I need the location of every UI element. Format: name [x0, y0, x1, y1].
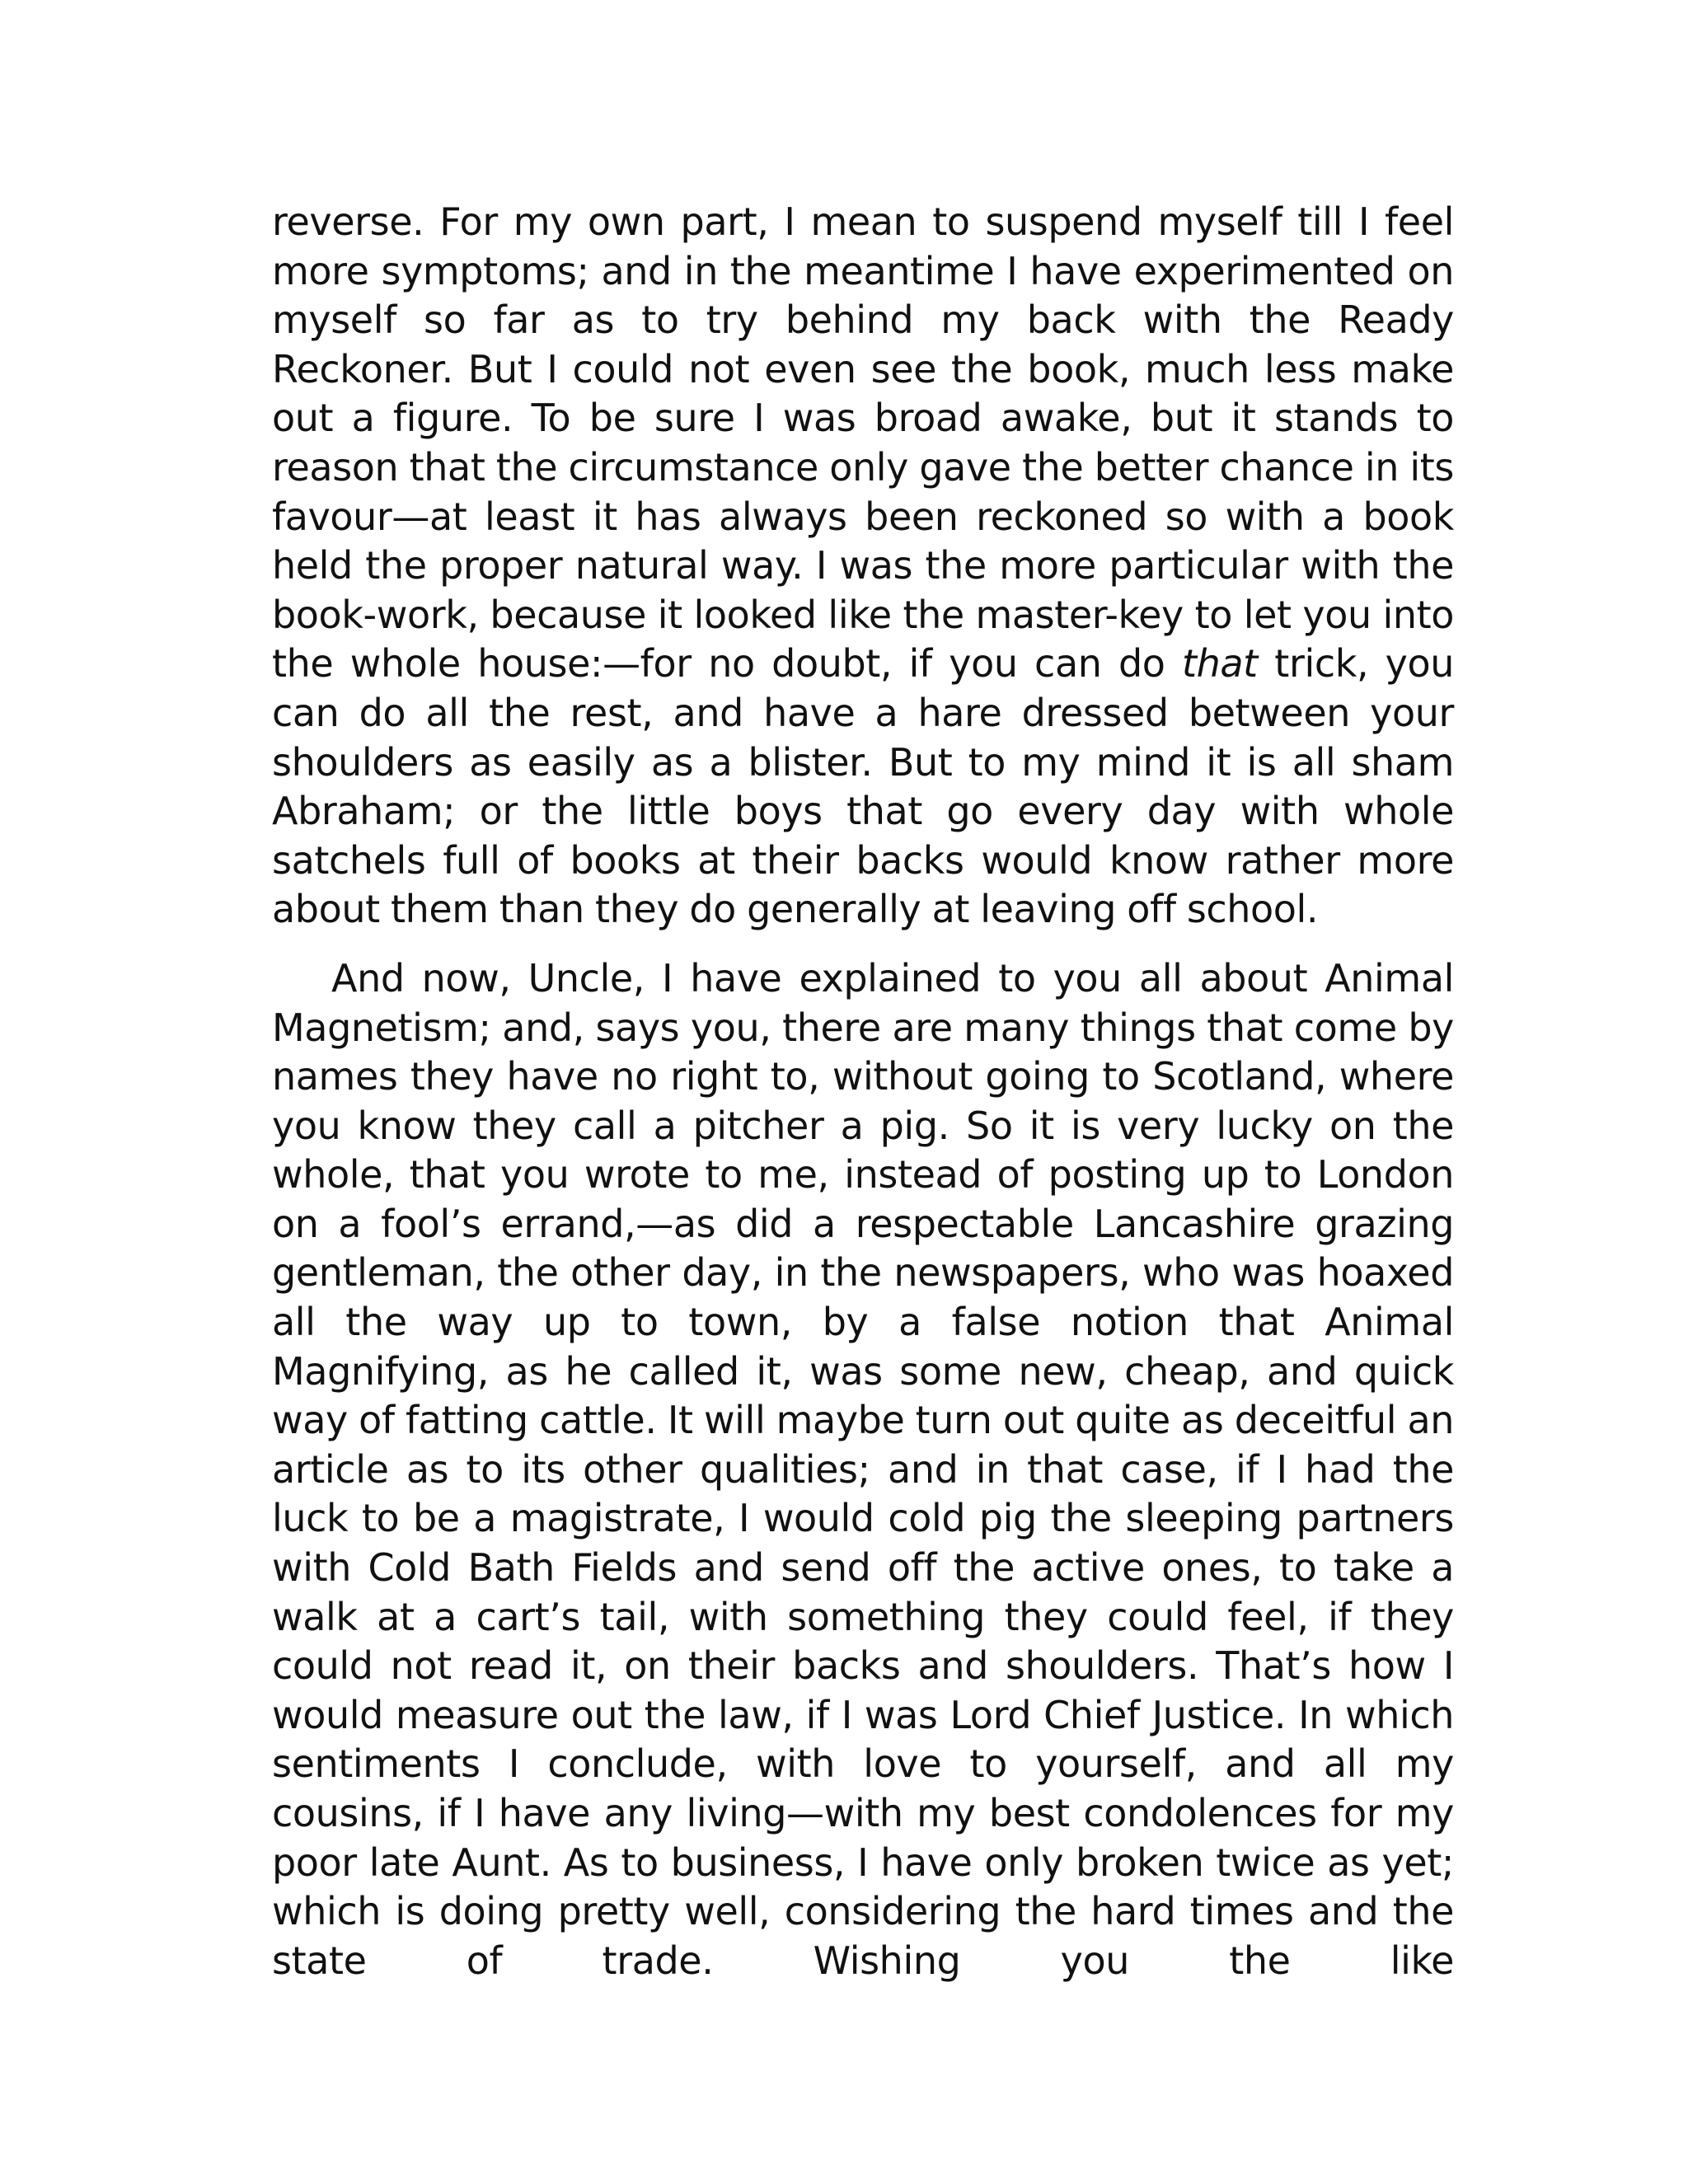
- paragraph-1: [272, 198, 1454, 935]
- paragraph-2: And now, Uncle, I have explained to you all about Animal Magnetism; and, says you, there are many things that come by names they have no right to, without going to Scotland, where you know they call a pitcher a pig. So it is very lucky on the whole, that you wrote to me, instead of posting up to London on a fool’s errand,—as did a respectable Lancashire grazing gentleman, the other day, in the newspapers, who was hoaxed all the way up to town, by a false notion that Animal Magnifying, as he called it, was some new, cheap, and quick way of fatting cattle. It will maybe turn out quite as deceitful an article as to its other qualities; and in that case, if I had the luck to be a magistrate, I would cold pig the sleeping partners with Cold Bath Fields and send off the active ones, to take a walk at a cart’s tail, with something they could feel, if they could not read it, on their backs and shoulders. That’s how I would measure out the law, if I was Lord Chief Justice. In which sentiments I conclude, with love to yourself, and all my cousins, if I have any living—with my best condolences for my poor late Aunt. As to business, I have only broken twice as yet; which is doing pretty well, considering the hard times and the state of trade. Wishing you the like: [272, 955, 1454, 1983]
- paragraph-1-text-after-italic: trick, you can do all the rest, and have a hare dressed between your shoulders as easily as a blister. But to my mind it is all sham Abraham; or the little boys that go every day with whole satchels full of books at their backs would know rather more about them than they do generally at leaving off school.: [272, 641, 1454, 932]
- page-body-text: [272, 198, 1454, 1985]
- paragraph-1-text-before-italic: reverse. For my own part, I mean to suspend myself till I feel more symptoms; and in the meantime I have experimented on myself so far as to try behind my back with the Ready Reckoner. But I could not even see the book, much less make out a figure. To be sure I was broad awake, but it stands to reason that the circumstance only gave the better chance in its favour—at least it has always been reckoned so with a book held the proper natural way. I was the more particular with the book-work, because it looked like the master-key to let you into the whole house:—for no doubt, if you can do: [272, 199, 1454, 687]
- italic-word: that: [1182, 641, 1258, 687]
